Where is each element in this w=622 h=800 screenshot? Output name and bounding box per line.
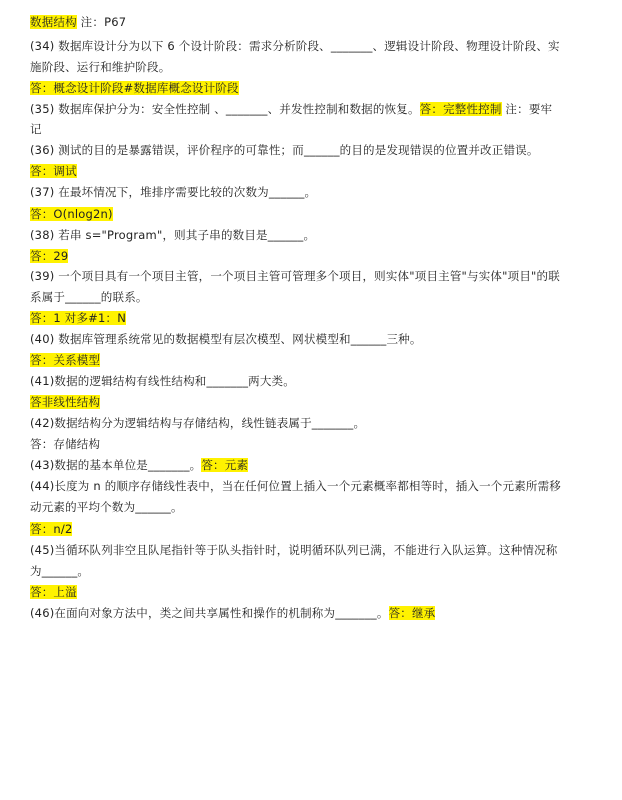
- q35-question: (35) 数据库保护分为：安全性控制 、_______、并发性控制和数据的恢复。: [30, 102, 420, 116]
- q45-answer-line: [30, 584, 77, 600]
- q39-answer: 答：1 对多#1：N: [30, 311, 127, 325]
- q43-question: (43)数据的基本单位是_______。: [30, 458, 202, 472]
- q38-answer-line: [30, 248, 68, 264]
- q43-line-1: [30, 457, 248, 473]
- q41-line-1: (41)数据的逻辑结构有线性结构和_______两大类。: [30, 374, 295, 388]
- q40-line-1: (40) 数据库管理系统常见的数据模型有层次模型、网状模型和______三种。: [30, 332, 422, 346]
- q34-answer: 答：概念设计阶段#数据库概念设计阶段: [30, 81, 239, 95]
- header-note: 注：P67: [80, 15, 127, 29]
- q36-answer: 答：调试: [30, 164, 77, 178]
- q46-answer: 答：继承: [388, 606, 436, 620]
- q35-line-2: 记: [30, 122, 42, 136]
- q42-answer-line: [30, 436, 100, 452]
- q44-answer-line: [30, 521, 72, 537]
- q44-line-2: 动元素的平均个数为______。: [30, 500, 183, 514]
- q37-answer: 答：O(nlog2n): [30, 207, 113, 221]
- q35-note: 注：要牢: [501, 102, 553, 116]
- q43-answer: 答：元素: [201, 458, 249, 472]
- q37-answer-line: [30, 206, 113, 222]
- q42-answer: 答：存储结构: [30, 437, 101, 451]
- q39-line-1: (39) 一个项目具有一个项目主管，一个项目主管可管理多个项目，则实体"项目主管"与实体"项目"的联: [30, 269, 560, 283]
- q45-answer: 答：上溢: [30, 585, 77, 599]
- q40-answer-line: [30, 352, 100, 368]
- q37-line-1: (37) 在最坏情况下，堆排序需要比较的次数为______。: [30, 185, 317, 199]
- q41-answer-line: [30, 394, 100, 410]
- q46-question: (46)在面向对象方法中，类之间共享属性和操作的机制称为_______。: [30, 606, 389, 620]
- q36-answer-line: [30, 163, 77, 179]
- q44-answer: 答：n/2: [30, 522, 73, 536]
- q45-line-2: 为______。: [30, 564, 90, 578]
- q45-line-1: (45)当循环队列非空且队尾指针等于队头指针时，说明循环队列已满，不能进行入队运算。这种情况称: [30, 543, 558, 557]
- q34-line-1: (34) 数据库设计分为以下 6 个设计阶段：需求分析阶段、_______、逻辑设计阶段、物理设计阶段、实: [30, 39, 560, 53]
- q38-line-1: (38) 若串 s="Program"，则其子串的数目是______。: [30, 228, 316, 242]
- q34-line-2: 施阶段、运行和维护阶段。: [30, 60, 171, 74]
- q35-line-1: [30, 101, 552, 117]
- q42-line-1: (42)数据结构分为逻辑结构与存储结构，线性链表属于_______。: [30, 416, 366, 430]
- q36-line-1: (36) 测试的目的是暴露错误，评价程序的可靠性；而______的目的是发现错误的位置并改正错误。: [30, 143, 539, 157]
- q34-answer-line: [30, 80, 239, 96]
- q40-answer: 答：关系模型: [30, 353, 101, 367]
- header-line: [30, 14, 126, 30]
- q44-line-1: (44)长度为 n 的顺序存储线性表中，当在任何位置上插入一个元素概率都相等时，插入一个元素所需移: [30, 479, 562, 493]
- q39-line-2: 系属于______的联系。: [30, 290, 148, 304]
- q39-answer-line: [30, 310, 126, 326]
- header-title: 数据结构: [30, 15, 77, 29]
- q38-answer: 答：29: [30, 249, 69, 263]
- q35-answer: 答：完整性控制: [419, 102, 502, 116]
- q41-answer: 答非线性结构: [30, 395, 101, 409]
- q46-line-1: [30, 605, 435, 621]
